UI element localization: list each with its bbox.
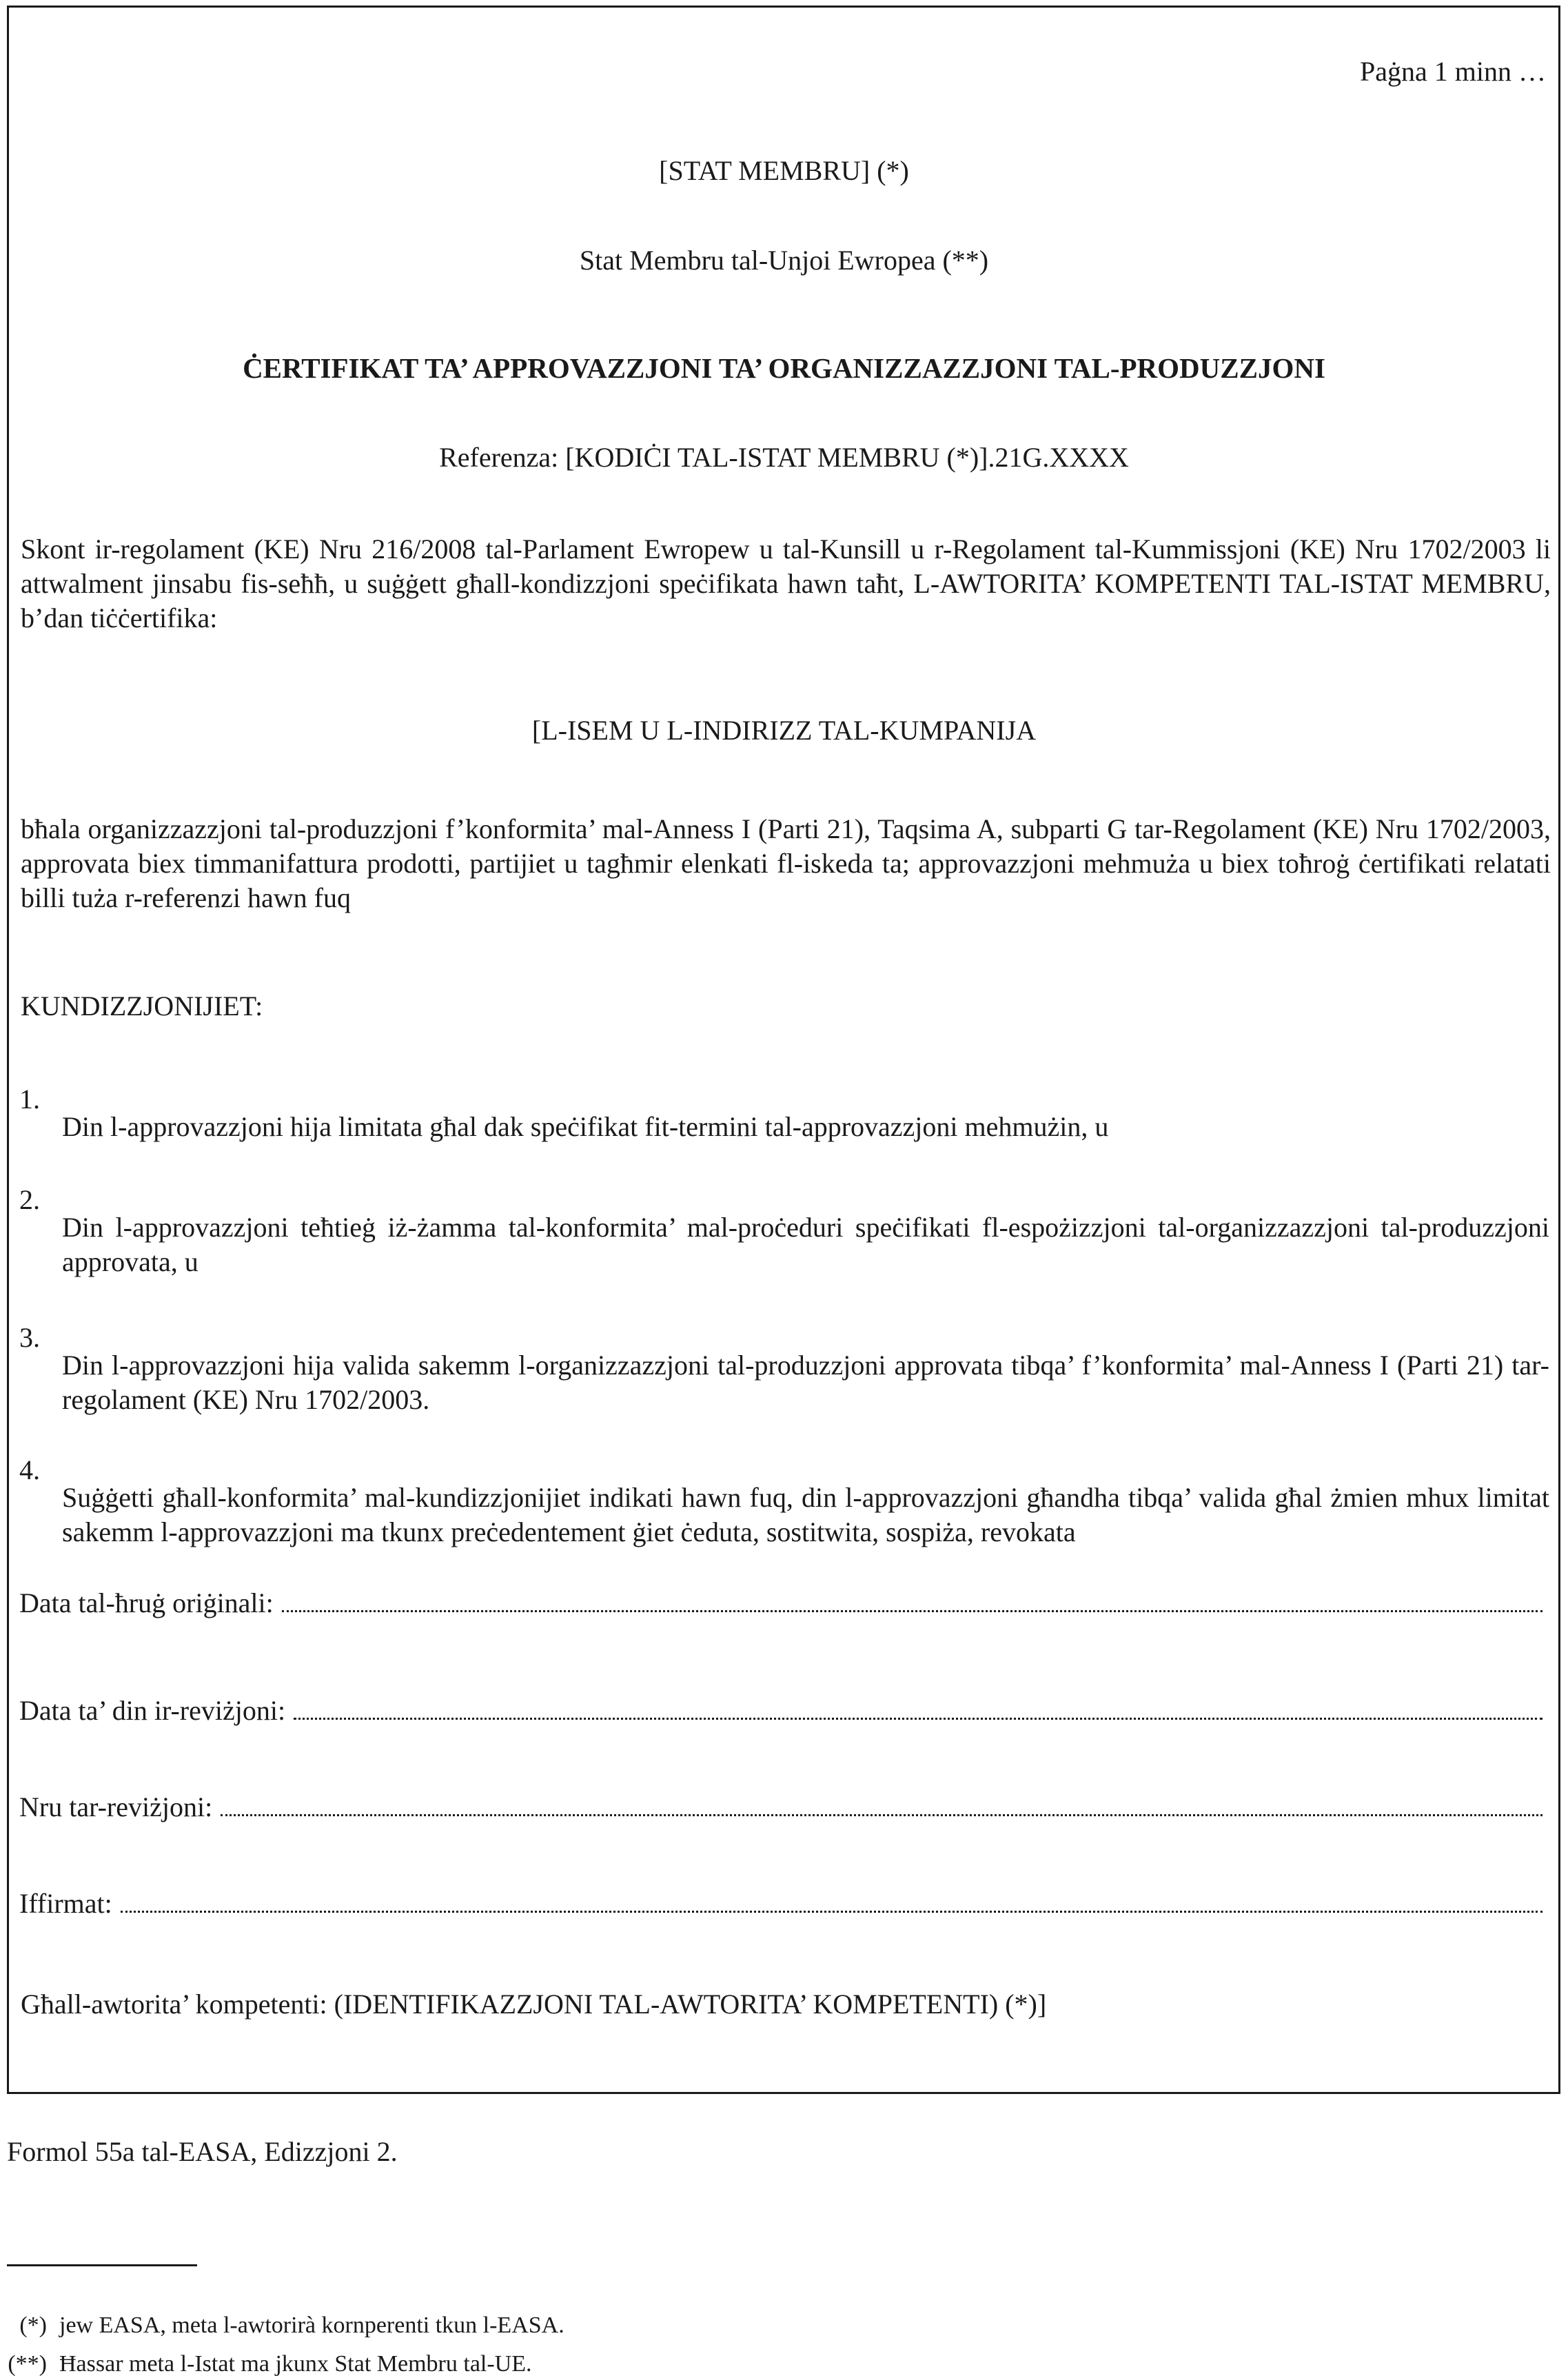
condition-text: Suġġetti għall-konformita’ mal-kundizzjonijiet indikati hawn fuq, din l-approvazzjoni għandha tibqa’ valida għal żmien mhux limitat sakemm l-approvazzjoni ma tkunx preċedentement ġiet ċeduta, sostitwita, sospiża, revokata bbox=[62, 1482, 1549, 1547]
dotted-fill-line bbox=[282, 1591, 1542, 1612]
dotted-fill-line bbox=[221, 1795, 1542, 1816]
signature-field[interactable] bbox=[19, 1887, 1542, 1920]
competent-authority-line: Għall-awtorita’ kompetenti: (IDENTIFIKAZZJONI TAL-AWTORITA’ KOMPETENTI) (*)] bbox=[21, 1989, 1047, 2020]
original-issue-date-field[interactable] bbox=[19, 1587, 1542, 1620]
company-name-address: [L-ISEM U L-INDIRIZZ TAL-KUMPANIJA bbox=[531, 715, 1037, 746]
condition-number: 2. bbox=[19, 1184, 40, 1215]
revision-date-label: Data ta’ din ir-reviżjoni: bbox=[19, 1695, 286, 1726]
original-issue-date-label: Data tal-ħruġ oriġinali: bbox=[19, 1587, 274, 1618]
condition-text: Din l-approvazzjoni teħtieġ iż-żamma tal-konformita’ mal-proċeduri speċifikati fl-espożizzjoni tal-organizzazzjoni tal-produzzjoni approvata, u bbox=[62, 1212, 1549, 1277]
condition-item bbox=[19, 1082, 1549, 1172]
signature-label: Iffirmat: bbox=[19, 1888, 112, 1919]
footnote-text: jew EASA, meta l-awtorirà kornperenti tkun l-EASA. bbox=[59, 2313, 564, 2338]
condition-number: 1. bbox=[19, 1084, 40, 1115]
footnote-mark: (**) bbox=[8, 2351, 47, 2377]
reference-line: Referenza: [KODIĊI TAL-ISTAT MEMBRU (*)].21G.XXXX bbox=[439, 442, 1129, 473]
approval-paragraph: bħala organizzazzjoni tal-produzzjoni f’konformita’ mal-Anness I (Parti 21), Taqsima A, subparti G tar-Regolament (KE) Nru 1702/2003, approvata biex timmanifattura prodotti, partijiet u tagħmir elenkati fl-iskeda ta; approvazzjoni mehmuża u biex toħroġ ċertifikati relatati billi tuża r-referenzi hawn fuq bbox=[21, 813, 1551, 913]
condition-item bbox=[19, 1183, 1549, 1307]
revision-date-field[interactable] bbox=[19, 1694, 1542, 1727]
dotted-fill-line bbox=[294, 1698, 1542, 1720]
revision-number-label: Nru tar-reviżjoni: bbox=[19, 1791, 213, 1822]
footnote-divider bbox=[7, 2264, 197, 2266]
footnote-mark: (*) bbox=[19, 2313, 47, 2338]
intro-paragraph: Skont ir-regolament (KE) Nru 216/2008 tal-Parlament Ewropew u tal-Kunsill u r-Regolament tal-Kummissjoni (KE) Nru 1702/2003 li attwalment jinsabu fis-seħħ, u suġġett għall-kondizzjoni speċifikata hawn taħt, L-AWTORITA’ KOMPETENTI TAL-ISTAT MEMBRU, b’dan tiċċertifika: bbox=[21, 533, 1551, 633]
conditions-heading: KUNDIZZJONIJIET: bbox=[21, 990, 263, 1022]
footnote bbox=[0, 2350, 532, 2378]
footnote-text: Ħassar meta l-Istat ma jkunx Stat Membru tal-UE. bbox=[59, 2351, 532, 2377]
condition-number: 3. bbox=[19, 1322, 40, 1353]
certificate-frame bbox=[7, 6, 1560, 2094]
condition-text: Din l-approvazzjoni hija limitata għal dak speċifikat fit-termini tal-approvazzjoni mehmużin, u bbox=[62, 1111, 1109, 1142]
subheader: Stat Membru tal-Unjoi Ewropea (**) bbox=[579, 245, 989, 276]
footnote bbox=[0, 2312, 564, 2339]
form-label: Formol 55a tal-EASA, Edizzjoni 2. bbox=[7, 2136, 398, 2167]
condition-item bbox=[19, 1321, 1549, 1445]
condition-number: 4. bbox=[19, 1454, 40, 1485]
condition-text: Din l-approvazzjoni hija valida sakemm l-organizzazzjoni tal-produzzjoni approvata tibqa’ f’konformita’ mal-Anness I (Parti 21) tar-regolament (KE) Nru 1702/2003. bbox=[62, 1350, 1549, 1415]
condition-item bbox=[19, 1453, 1549, 1577]
page-number: Paġna 1 minn … bbox=[1360, 56, 1546, 87]
dotted-fill-line bbox=[121, 1891, 1542, 1913]
revision-number-field[interactable] bbox=[19, 1791, 1542, 1824]
state-header: [STAT MEMBRU] (*) bbox=[659, 155, 909, 186]
certificate-title: ĊERTIFIKAT TA’ APPROVAZZJONI TA’ ORGANIZZAZZJONI TAL-PRODUZZJONI bbox=[243, 352, 1325, 384]
